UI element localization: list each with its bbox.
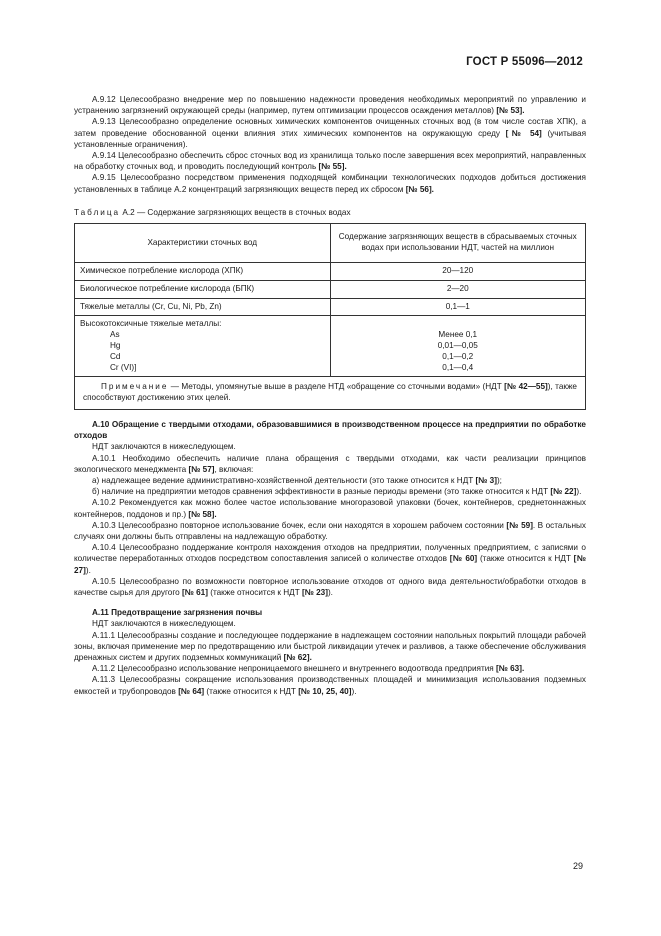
paragraph-a9-13: А.9.13 Целесообразно определение основных химических компонентов очищенных сточных вод (в том числе состав ХПК), а затем проведение обоснованной оценки влияния этих химических компонентов на окружающую среду [№ 54] (учитывая установленные ограничения).	[74, 117, 586, 149]
paragraph-a10-3: А.10.3 Целесообразно повторное использование бочек, если они находятся в хорошем рабочем состоянии [№ 59]. В остальных случаях они должны быть отправлены на надлежащую обработку.	[74, 520, 587, 542]
document-header: ГОСТ Р 55096—2012	[466, 56, 583, 68]
toxic-metal-value: 0,1—0,2	[442, 351, 474, 361]
section-heading-a10: А.10 Обращение с твердыми отходами, образовавшимися в производственном процессе на предприятии по обработке отходов	[74, 420, 586, 441]
paragraph-a11-3: А.11.3 Целесообразны сокращение использования производственных площадей и минимизация использования подземных емкостей и трубопроводов [№ 64] (также относится к НДТ [№ 10, 25, 40]).	[74, 675, 586, 696]
toxic-metal-value: 0,01—0,05	[437, 341, 478, 351]
toxic-metal-value: 0,1—0,4	[442, 362, 474, 372]
paragraph-a10-1b: б) наличие на предприятии методов сравнения эффективности в разные периоды времени (это также относится к НДТ [№ 22]).	[92, 487, 582, 497]
column-header: Содержание загрязняющих веществ в сбрасываемых сточных водах при использовании НДТ, частей на миллион	[330, 224, 586, 263]
paragraph-a10-1a: а) надлежащее ведение административно-хозяйственной деятельности (это также относится к НДТ [№ 3]);	[92, 476, 502, 486]
section-intro: НДТ заключаются в нижеследующем.	[92, 442, 236, 452]
toxic-metal-name: Cd	[110, 351, 121, 361]
paragraph-a10-1: А.10.1 Необходимо обеспечить наличие плана обращения с твердыми отходами, как части реализации принципов экологического менеджмента [№ 57], включая:	[74, 453, 586, 474]
page-number: 29	[572, 861, 583, 871]
table-cell: Биологическое потребление кислорода (БПК)	[75, 280, 331, 298]
paragraph-a11-2: А.11.2 Целесообразно использование непроницаемого внешнего и внутреннего водоотвода предприятия [№ 63].	[92, 664, 525, 674]
column-header: Характеристики сточных вод	[75, 224, 331, 263]
section-heading-a11: А.11 Предотвращение загрязнения почвы	[92, 608, 263, 618]
paragraph-a9-15: А.9.15 Целесообразно посредством применения подходящей комбинации технологических подходов добиться достижения установленных в таблице А.2 концентраций загрязняющих веществ перед их сбросом [№ 56].	[74, 173, 586, 194]
paragraph-a10-5: А.10.5 Целесообразно по возможности повторное использование отходов от одного вида деятельности/обработки отходов в качестве сырья для другого [№ 61] (также относится к НДТ [№ 23]).	[74, 576, 586, 598]
table-note-row	[75, 377, 586, 410]
table-header-row	[75, 224, 586, 263]
toxic-metal-name: Cr (VI)]	[110, 362, 137, 372]
toxic-metal-name: As	[110, 330, 120, 340]
paragraph-a10-4: А.10.4 Целесообразно поддержание контроля нахождения отходов на предприятии, полученных предприятием, с записями о количестве переработанных отходов посредством сопоставления записей о количестве отходов [№ 60] (также относится к НДТ [№ 27]).	[74, 543, 587, 575]
table-row	[75, 263, 586, 281]
table-cell: 20—120	[330, 263, 586, 281]
toxic-metal-value: Менее 0,1	[438, 330, 478, 340]
paragraph-a10-2: А.10.2 Рекомендуется как можно более частое использование многоразовой упаковки (бочек, контейнеров, среднетоннажных контейнеров, поддонов и пр.) [№ 58].	[74, 498, 586, 519]
table-cell	[330, 316, 586, 377]
table-row	[75, 280, 586, 298]
table-cell: 2—20	[330, 280, 586, 298]
section-intro: НДТ заключаются в нижеследующем.	[92, 619, 236, 629]
paragraph-a11-1: А.11.1 Целесообразны создание и последующее поддержание в надлежащем состоянии напольных покрытий площади рабочей зоны, включая применение мер по предотвращению или быстрой ликвидации утечек и разливов, а также обеспечение обслуживания дренажных систем и других подземных коммуникаций [№ 62].	[74, 630, 586, 663]
table-cell: 0,1—1	[330, 298, 586, 316]
paragraph-a9-12: А.9.12 Целесообразно внедрение мер по повышению надежности проведения необходимых мероприятий по управлению и устранению загрязнений окружающей среды (например, путем оптимизации процессов осаждения металлов) [№ 53].	[74, 95, 586, 116]
table-row	[75, 298, 586, 316]
table-cell: Химическое потребление кислорода (ХПК)	[75, 263, 331, 281]
table-note: Примечание — Методы, упомянутые выше в разделе НТД «обращение со сточными водами» (НДТ [№ 42—55]), также способствуют достижению этих целей.	[75, 377, 586, 410]
page-content	[74, 94, 586, 697]
table-cell	[75, 316, 331, 377]
toxic-metal-name: Hg	[110, 341, 121, 351]
table-row	[75, 316, 586, 377]
pollutants-table	[74, 223, 586, 410]
table-cell: Тяжелые металлы (Cr, Cu, Ni, Pb, Zn)	[75, 298, 331, 316]
toxic-metals-title: Высокотоксичные тяжелые металлы:	[80, 319, 222, 329]
paragraph-a9-14: А.9.14 Целесообразно обеспечить сброс сточных вод из хранилища только после завершения всех мероприятий, направленных на обработку сточных вод, и проводить последующий контроль [№ 55].	[74, 151, 586, 172]
table-caption: Таблица А.2 — Содержание загрязняющих веществ в сточных водах	[74, 207, 351, 217]
